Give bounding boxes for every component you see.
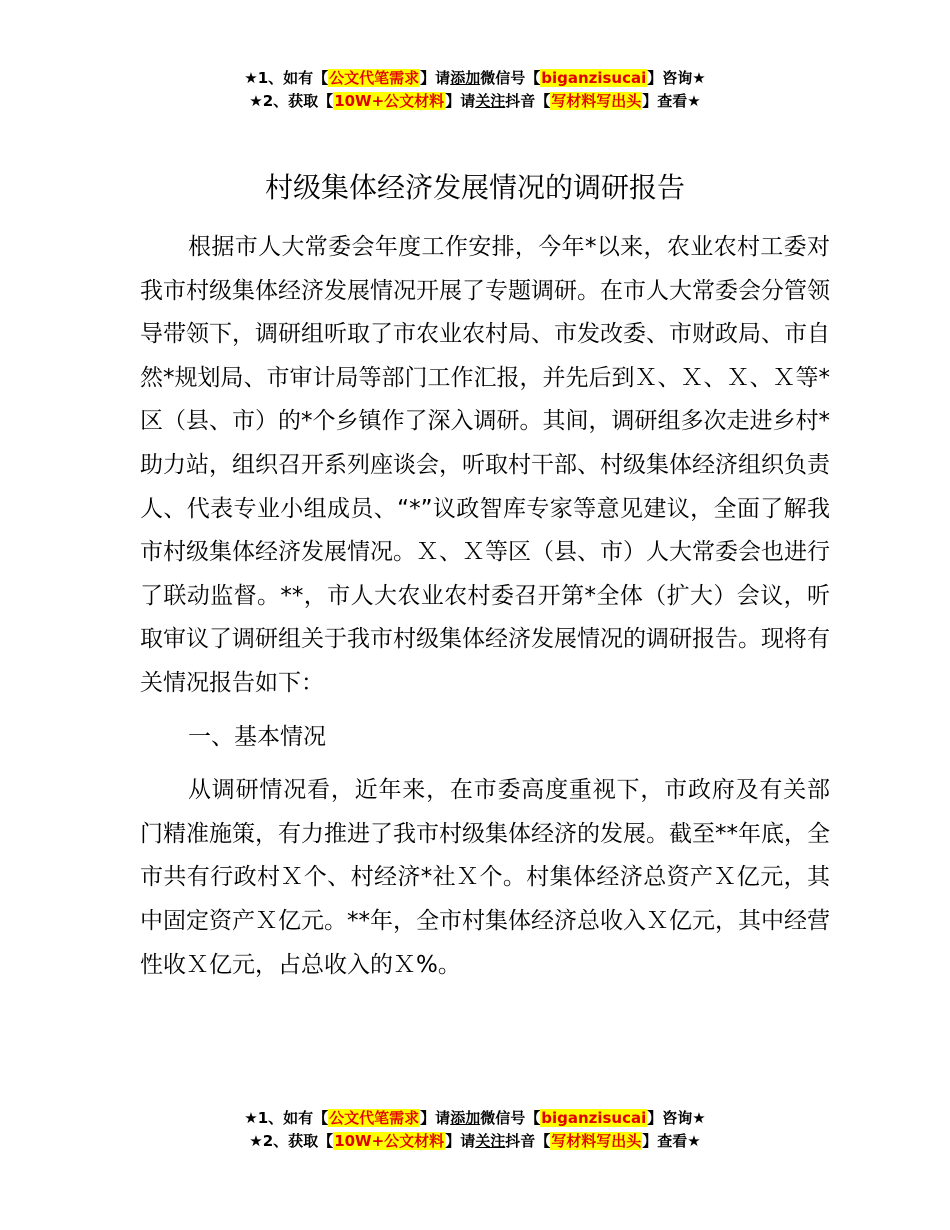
banner-line-2-mid2: 抖音【 bbox=[505, 92, 551, 110]
footer-line-1-suffix: 】咨询★ bbox=[647, 1109, 706, 1127]
paragraph-intro: 根据市人大常委会年度工作安排，今年*以来，农业农村工委对我市村级集体经济发展情况开展了专题调研。在市人大常委会分管领导带领下，调研组听取了市农业农村局、市发改委、市财政局、市自然*规划局、市审计局等部门工作汇报，并先后到Ｘ、Ｘ、Ｘ、Ｘ等*区（县、市）的*个乡镇作了深入调研。其间，调研组多次走进乡村*助力站，组织召开系列座谈会，听取村干部、村级集体经济组织负责人、代表专业小组成员、“*”议政智库专家等意见建议，全面了解我市村级集体经济发展情况。Ｘ、Ｘ等区（县、市）人大常委会也进行了联动监督。**，市人大农业农村委召开第*全体（扩大）会议，听取审议了调研组关于我市村级集体经济发展情况的调研报告。现将有关情况报告如下： bbox=[140, 234, 830, 696]
banner-line-1-prefix: ★1、如有【 bbox=[244, 69, 329, 87]
banner-line-2-prefix: ★2、获取【 bbox=[249, 92, 334, 110]
banner-line-1-mid2: 微信号【 bbox=[480, 69, 541, 87]
document-body bbox=[140, 226, 830, 987]
banner-line-2-suffix: 】查看★ bbox=[642, 92, 701, 110]
paragraph-basic-situation: 从调研情况看，近年来，在市委高度重视下，市政府及有关部门精准施策，有力推进了我市村级集体经济的发展。截至**年底，全市共有行政村Ｘ个、村经济*社Ｘ个。村集体经济总资产Ｘ亿元，其中固定资产Ｘ亿元。**年，全市村集体经济总收入Ｘ亿元，其中经营性收Ｘ亿元，占总收入的Ｘ%。 bbox=[140, 777, 830, 978]
footer-add-underlined-text: 添加 bbox=[450, 1109, 481, 1127]
footer-service-highlight: 公文代笔需求 bbox=[329, 1109, 420, 1127]
banner-line-2-mid: 】请 bbox=[445, 92, 476, 110]
service-highlight: 公文代笔需求 bbox=[329, 69, 420, 87]
header-banner bbox=[0, 67, 950, 113]
section-heading-basic: 一、基本情况 bbox=[188, 723, 326, 750]
follow-underlined-text: 关注 bbox=[475, 92, 506, 110]
footer-line-2-prefix: ★2、获取【 bbox=[249, 1132, 334, 1150]
footer-materials-highlight: 10W+公文材料 bbox=[334, 1132, 445, 1150]
footer-douyin-id-highlight: 写材料写出头 bbox=[551, 1132, 642, 1150]
footer-banner bbox=[0, 1107, 950, 1153]
add-underlined-text: 添加 bbox=[450, 69, 481, 87]
document-title: 村级集体经济发展情况的调研报告 bbox=[264, 171, 685, 204]
footer-follow-underlined-text: 关注 bbox=[475, 1132, 506, 1150]
douyin-id-highlight: 写材料写出头 bbox=[551, 92, 642, 110]
banner-line-1-mid: 】请 bbox=[420, 69, 451, 87]
footer-line-2-suffix: 】查看★ bbox=[642, 1132, 701, 1150]
footer-line-1-prefix: ★1、如有【 bbox=[244, 1109, 329, 1127]
footer-wechat-id-highlight: biganzisucai bbox=[541, 1109, 647, 1127]
footer-line-1-mid2: 微信号【 bbox=[480, 1109, 541, 1127]
footer-line-1-mid: 】请 bbox=[420, 1109, 451, 1127]
footer-line-2-mid: 】请 bbox=[445, 1132, 476, 1150]
footer-line-2 bbox=[0, 1130, 950, 1153]
footer-line-2-mid2: 抖音【 bbox=[505, 1132, 551, 1150]
footer-line-1 bbox=[0, 1107, 950, 1130]
wechat-id-highlight: biganzisucai bbox=[541, 69, 647, 87]
banner-line-2 bbox=[0, 90, 950, 113]
materials-highlight: 10W+公文材料 bbox=[334, 92, 445, 110]
banner-line-1-suffix: 】咨询★ bbox=[647, 69, 706, 87]
banner-line-1 bbox=[0, 67, 950, 90]
